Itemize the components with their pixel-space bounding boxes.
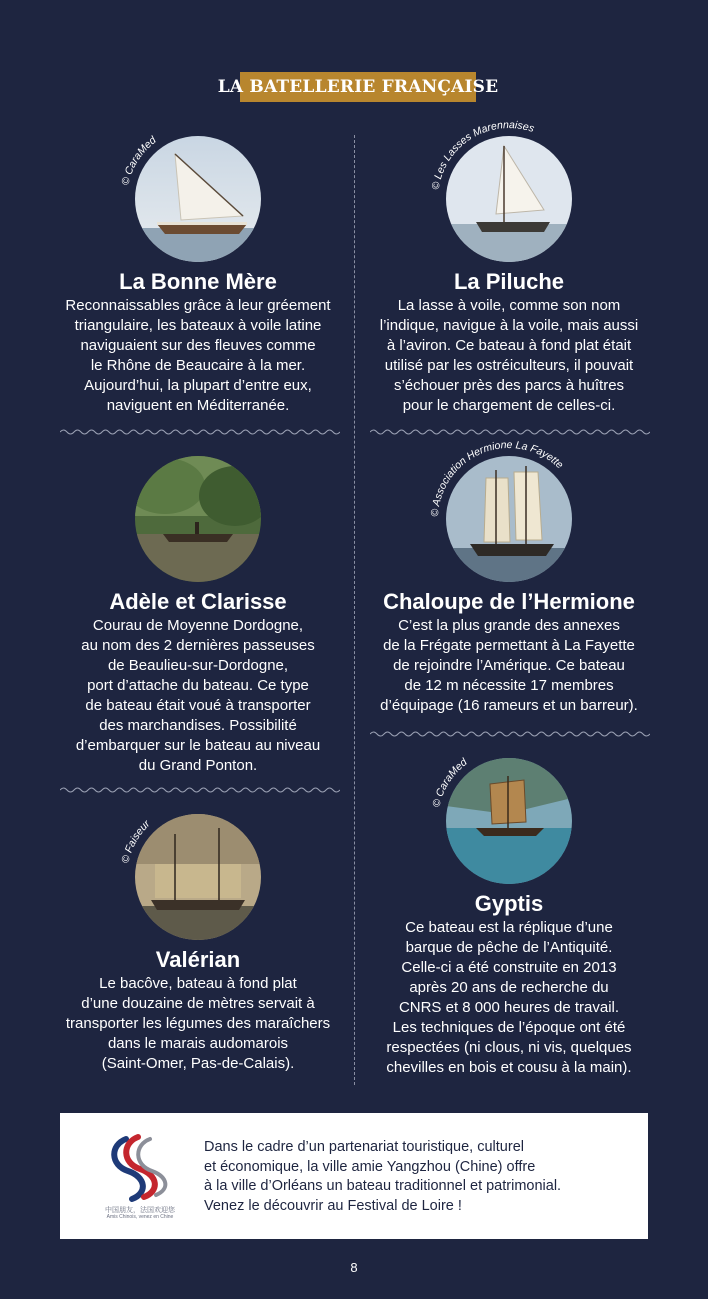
boat-photo-bonne-mere (119, 134, 261, 262)
boat-card-piluche (360, 118, 658, 416)
photo-credit: © CaraMed (119, 134, 159, 187)
photo-credit: © CaraMed (430, 756, 470, 809)
boat-description: Reconnaissables grâce à leur gréement triangulaire, les bateaux à voile latine naviguaient sur des fleuves comme le Rhône de Beaucaire à la mer. Aujourd’hui, la plupart d’entre eux, naviguent en Méditerranée. (65, 297, 331, 414)
boat-name: Chaloupe de l’Hermione (383, 589, 635, 614)
photo-credit: © Association Hermione La Fayette (428, 439, 566, 518)
boat-name: Gyptis (474, 891, 544, 916)
boat-name: La Bonne Mère (119, 269, 277, 294)
partnership-text: Dans le cadre d’un partenariat touristique, culturel et économique, la ville amie Yangzhou (Chine) offre à la ville d’Orléans un bateau traditionnel et patrimonial. Venez le découvrir au Festival de Loire ! (204, 1139, 562, 1214)
boat-description: Courau de Moyenne Dordogne, au nom des 2 dernières passeuses de Beaulieu-sur-Dordogne, port d’attache du bateau. Ce type de bateau était voué à transporter des marchandises. Possibilité d’embarquer sur le bateau au niveau du Grand Ponton. (75, 617, 321, 774)
boat-name: La Piluche (453, 269, 565, 294)
boat-name: Valérian (155, 947, 241, 972)
boat-card-valerian (49, 814, 347, 1074)
ribbon-logo-icon (96, 1131, 184, 1203)
boat-card-adele-et-clarisse (49, 456, 347, 776)
yangzhou-logo (96, 1131, 184, 1221)
boat-card-hermione (360, 439, 658, 716)
page-number: 8 (350, 1260, 358, 1275)
wavy-separator (370, 428, 650, 436)
boat-photo-adele (135, 456, 261, 582)
partnership-box (60, 1113, 648, 1239)
wavy-separator (370, 730, 650, 738)
boat-photo-gyptis (430, 756, 572, 884)
column-divider (354, 135, 355, 1085)
boat-card-gyptis (360, 758, 658, 1078)
section-title: LA BATELLERIE FRANÇAISE (217, 77, 499, 97)
logo-subcaption: Amis Chinois, venez en Chine (106, 1214, 174, 1220)
boat-description: Le bacôve, bateau à fond plat d’une douzaine de mètres servait à transporter les légumes des maraîchers dans le marais audomarois (Saint-Omer, Pas-de-Calais). (65, 975, 331, 1072)
boat-name: Adèle et Clarisse (109, 589, 287, 614)
boat-description: Ce bateau est la réplique d’une barque de pêche de l’Antiquité. Celle-ci a été construite en 2013 après 20 ans de recherche du CNRS et 8 000 heures de travail. Les techniques de l’époque ont été respectées (ni clous, ni vis, quelques chevilles en bois et cousu à la main). (386, 919, 632, 1076)
logo-caption: 中国朋友，法国欢迎您 (105, 1207, 175, 1214)
boat-photo-valerian (119, 814, 261, 940)
photo-credit: © Les Lasses Marennaises (429, 118, 536, 191)
photo-credit: © Faiseur (119, 817, 153, 865)
boat-description: C’est la plus grande des annexes de la Frégate permettant à La Fayette de rejoindre l’Amérique. Ce bateau de 12 m nécessite 17 membres d’équipage (16 rameurs et un barreur). (380, 617, 638, 714)
boat-photo-piluche (429, 118, 572, 262)
boat-card-bonne-mere (49, 136, 347, 416)
wavy-separator (60, 786, 340, 794)
boat-description: La lasse à voile, comme son nom l’indique, navigue à la voile, mais aussi à l’aviron. Ce bateau à fond plat était utilisé par les ostréiculteurs, il pouvait s’échouer près des parcs à huîtres pour le chargement de celles-ci. (379, 297, 639, 414)
section-title-banner (217, 72, 499, 102)
boat-photo-hermione (428, 439, 572, 582)
wavy-separator (60, 428, 340, 436)
